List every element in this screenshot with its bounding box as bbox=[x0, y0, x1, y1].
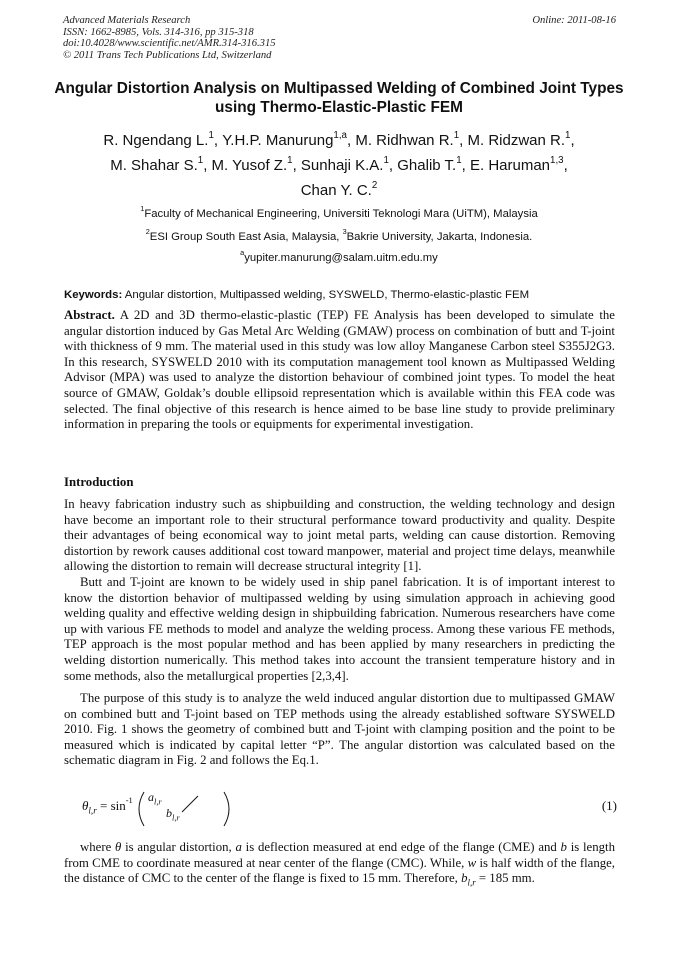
author: M. Shahar S.$^1$, bbox=[110, 154, 212, 174]
equation-parentheses bbox=[122, 790, 242, 830]
section-heading-introduction: Introduction bbox=[64, 475, 134, 489]
journal-header bbox=[63, 15, 276, 61]
paper-title: Angular Distortion Analysis on Multipassed Welding of Combined Joint Types using Thermo-Elastic-Plastic FEM bbox=[54, 80, 624, 116]
author: R. Ngendang L.$^1$, bbox=[103, 129, 223, 149]
author: Y.H.P. Manurung$^{1,a}$, bbox=[222, 129, 356, 149]
author: Chan Y. C.$^2$ bbox=[300, 179, 378, 199]
abstract: Abstract. A 2D and 3D thermo-elastic-plastic (TEP) FE Analysis has been developed to simulate the angular distortion induced by Gas Metal Arc Welding (GMAW) process on combination of butt and T-joint with thickness of 9 mm. The material used in this study was low alloy Manganese Carbon steel S355J2G3. In this research, SYSWELD 2010 with its computation management tool known as Multipassed Welding Advisor (MPA) was used to analyze the distortion behaviour of combined joint types. To model the heat source of GMAW, Goldak’s double ellipsoid representation which is available within this FEA code was selected. The final objective of this research is hence aimed to be base line study to provide preliminary information in preparing the tools or equipments for experimental investigation. bbox=[64, 308, 615, 432]
affiliation-2: $^2$ESI Group South East Asia, Malaysia, $^3$Bakrie University, Jakarta, Indonesia. bbox=[145, 227, 533, 243]
journal-copyright: © 2011 Trans Tech Publications Ltd, Switzerland bbox=[63, 49, 272, 61]
online-date: Online: 2011-08-16 bbox=[532, 15, 616, 26]
equation-number: (1) bbox=[601, 798, 617, 813]
intro-paragraph-1: In heavy fabrication industry such as shipbuilding and construction, the welding technology and design have become an important role to their structural performance toward productivity and quality. Despite their advantages of being economical way to joint metal parts, welding can cause distortion. Removing distortion by rework causes additional cost toward manpower, material and project time delays, meanwhile allowing the distortion to remain will decrease structural integrity [1]. bbox=[64, 497, 615, 574]
author: M. Ridhwan R.$^1$, bbox=[355, 129, 468, 149]
fraction-denominator: $b_{l,r}$ bbox=[166, 806, 180, 823]
equation-lhs: $\theta_{l,r} = \sin^{-1}$ bbox=[82, 795, 133, 816]
journal-issn: ISSN: 1662-8985, Vols. 314-316, pp 315-318 bbox=[63, 26, 254, 38]
affiliation-1: $^1$Faculty of Mechanical Engineering, Universiti Teknologi Mara (UiTM), Malaysia bbox=[140, 204, 538, 220]
corresponding-email: $^a$yupiter.manurung@salam.uitm.edu.my bbox=[240, 248, 438, 264]
author: Sunhaji K.A.$^1$, bbox=[300, 154, 398, 174]
keywords: Keywords: Angular distortion, Multipassed welding, SYSWELD, Thermo-elastic-plastic FEM bbox=[64, 289, 530, 301]
intro-paragraph-2: Butt and T-joint are known to be widely used in ship panel fabrication. It is of important interest to know the distortion behavior of multipassed welding by using simulation approach in achieving good welding quality and effective welding design in shipbuilding fabrication. Numerous researchers have come up with various FE methods to model and analyze the welding process. Among these various FE methods, TEP approach is the most popular method and has been applied by many researchers in predicting the welding distortion numerically. This method takes into account the transient temperature history and in some methods, also the metallurgical properties [2,3,4]. bbox=[64, 575, 615, 683]
intro-paragraph-3: The purpose of this study is to analyze the weld induced angular distortion due to multipassed GMAW on combined butt and T-joint based on TEP methods using the already established software SYSWELD 2010. Fig. 1 shows the geometry of combined butt and T-joint with clamping position and the point to be measured which is indicated by capital letter “P”. The angular distortion was calculated based on the schematic diagram in Fig. 2 and follows the Eq.1. bbox=[64, 691, 615, 768]
author-list bbox=[56, 128, 622, 203]
journal-doi: doi:10.4028/www.scientific.net/AMR.314-316.315 bbox=[63, 38, 276, 50]
journal-name: Advanced Materials Research bbox=[63, 15, 191, 26]
equation-1 bbox=[82, 790, 617, 828]
fraction-numerator: $a_{l,r}$ bbox=[148, 790, 162, 807]
author: E. Haruman$^{1,3}$, bbox=[469, 154, 568, 174]
author: Ghalib T.$^1$, bbox=[397, 154, 470, 174]
author: M. Ridzwan R.$^1$, bbox=[467, 129, 575, 149]
author: M. Yusof Z.$^1$, bbox=[211, 154, 301, 174]
equation-explanation: where θ is angular distortion, a is deflection measured at end edge of the flange (CME) and b is length from CME to coordinate measured at near center of the flange (CMC). While, w is half width of the flange, the distance of CMC to the center of the flange is fixed to 15 mm. Therefore, $b_{l,r} = 185$ mm. bbox=[64, 840, 615, 888]
